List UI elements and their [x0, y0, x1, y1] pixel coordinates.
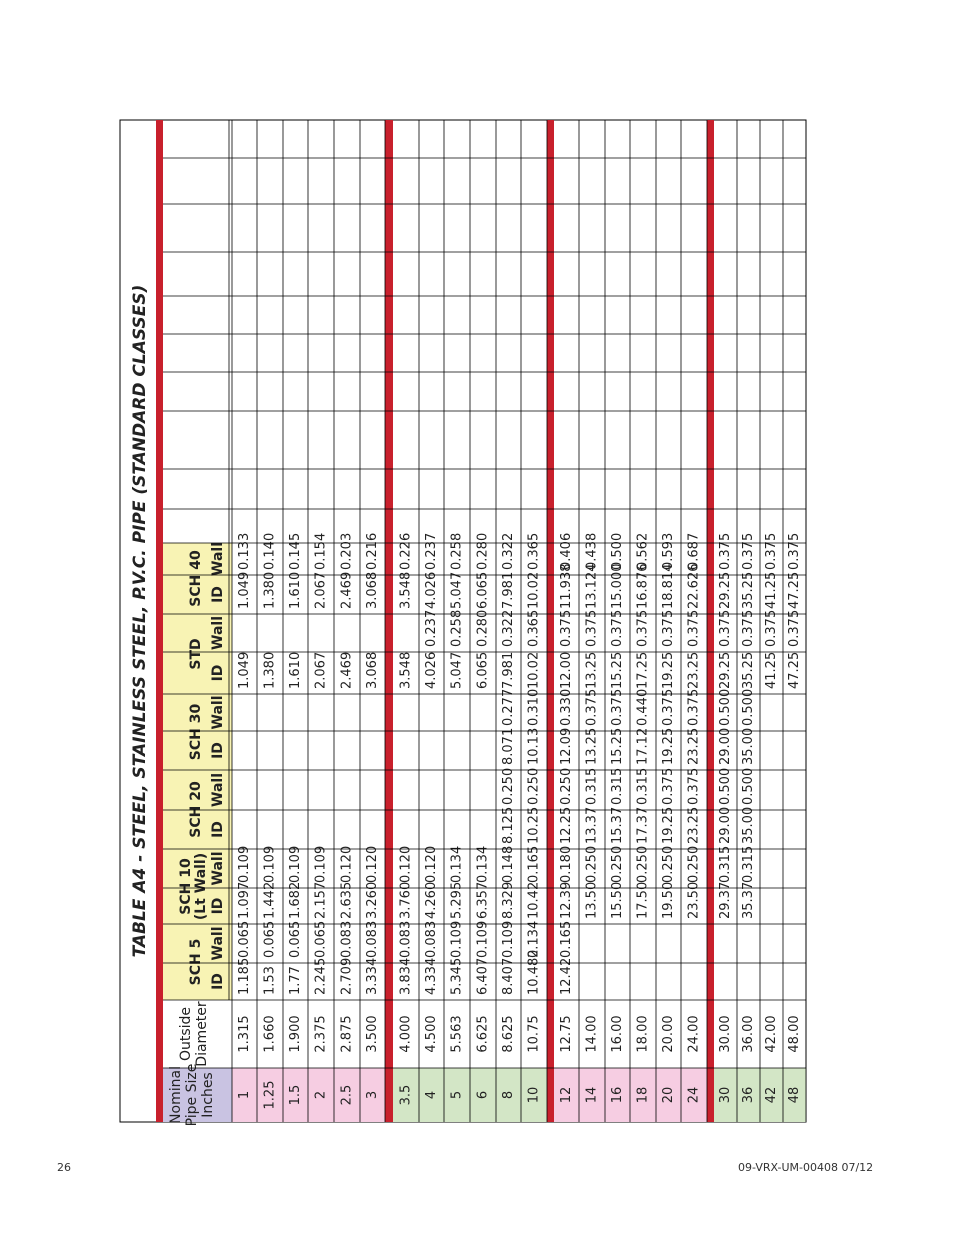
- table-cell: 0.375: [787, 532, 802, 570]
- nps-cell: 24: [686, 1086, 702, 1104]
- table-cell: 0.375: [610, 688, 625, 726]
- table-cell: 12.09: [559, 727, 574, 765]
- table-cell: 2.067: [313, 571, 329, 609]
- table-cell: 0.375: [584, 609, 600, 647]
- table-cell: 6.407: [475, 957, 491, 995]
- table-cell: 0.440: [635, 688, 651, 726]
- table-cell: 0.375: [718, 532, 733, 570]
- table-cell: 1.380: [262, 651, 278, 689]
- table-cell: 11.938: [559, 563, 574, 609]
- table-cell: 0.438: [584, 532, 600, 570]
- table-cell: 1.049: [237, 571, 252, 609]
- table-cell: 0.083: [424, 920, 439, 958]
- table-cell: 35.25: [741, 651, 756, 689]
- table-cell: 4.260: [424, 881, 439, 919]
- table-cell: 29.37: [718, 881, 733, 919]
- table-cell: 2.157: [313, 881, 329, 919]
- table-cell: 12.75: [559, 1015, 574, 1053]
- table-cell: 0.148: [501, 845, 516, 883]
- group-header-2: SCH 20: [188, 781, 204, 838]
- table-cell: 16.876: [635, 563, 651, 609]
- sub-header-wall: Wall: [210, 773, 226, 807]
- table-cell: 0.375: [686, 767, 702, 805]
- table-cell: 2.245: [313, 957, 329, 995]
- table-cell: 4.026: [424, 571, 439, 609]
- table-cell: 2.709: [339, 957, 355, 995]
- nps-cell: 20: [661, 1086, 676, 1104]
- nps-cell: 42: [764, 1086, 779, 1104]
- table-cell: 0.375: [661, 609, 676, 647]
- nps-cell: 3.5: [398, 1084, 414, 1106]
- table-cell: 0.250: [526, 767, 542, 805]
- table-cell: 5.047: [449, 571, 465, 609]
- sub-header-wall: Wall: [210, 926, 226, 961]
- nps-cell: 6: [475, 1090, 491, 1100]
- table-cell: 0.375: [584, 688, 600, 726]
- table-cell: 0.500: [718, 767, 733, 805]
- table-cell: 4.000: [398, 1015, 414, 1053]
- table-cell: 35.00: [741, 806, 756, 844]
- table-cell: 15.50: [610, 881, 625, 919]
- table-cell: 1.185: [237, 957, 252, 995]
- table-cell: 0.250: [635, 845, 651, 883]
- table-cell: 2.469: [339, 651, 355, 689]
- table-cell: 13.25: [584, 727, 600, 765]
- table-cell: 3.834: [398, 957, 414, 995]
- table-cell: 0.109: [288, 845, 303, 883]
- table-cell: 3.334: [365, 957, 380, 995]
- table-cell: 18.814: [661, 563, 676, 609]
- table-cell: 15.37: [610, 806, 625, 844]
- table-cell: 19.25: [661, 806, 676, 844]
- sub-header-wall: Wall: [210, 851, 226, 886]
- table-cell: 0.120: [365, 845, 380, 883]
- table-cell: 29.00: [718, 727, 733, 765]
- table-cell: 7.981: [501, 651, 516, 689]
- table-cell: 0.280: [475, 609, 491, 647]
- table-cell: 1.610: [288, 651, 303, 689]
- nps-cell: 1: [237, 1090, 252, 1100]
- table-cell: 23.25: [686, 806, 702, 844]
- table-cell: 0.109: [449, 920, 465, 958]
- sub-header-id: ID: [210, 973, 226, 990]
- table-cell: 0.250: [559, 767, 574, 805]
- sub-header-wall: Wall: [210, 616, 226, 650]
- table-cell: 0.250: [661, 845, 676, 883]
- table-cell: 0.330: [559, 688, 574, 726]
- table-cell: 15.000: [610, 563, 625, 609]
- table-cell: 8.125: [501, 806, 516, 844]
- table-cell: 0.180: [559, 845, 574, 883]
- table-cell: 3.068: [365, 651, 380, 689]
- table-cell: 3.500: [365, 1015, 380, 1053]
- table-cell: 0.250: [610, 845, 625, 883]
- sub-header-id: ID: [210, 586, 226, 603]
- table-cell: 35.37: [741, 881, 756, 919]
- title-separator: [156, 120, 163, 1122]
- table-cell: 0.375: [559, 609, 574, 647]
- group-header-3: SCH 30: [188, 703, 204, 761]
- nps-cell: 12: [559, 1086, 574, 1104]
- table-cell: 0.109: [262, 845, 278, 883]
- table-cell: 0.134: [526, 920, 542, 958]
- table-cell: 0.237: [424, 532, 439, 570]
- sub-header-id: ID: [210, 664, 226, 682]
- table-cell: 1.610: [288, 571, 303, 609]
- table-cell: 10.02: [526, 651, 542, 689]
- nps-header-line: Nominal: [168, 1066, 184, 1124]
- table-cell: 42.00: [764, 1015, 779, 1053]
- table-cell: 0.500: [718, 688, 733, 726]
- table-cell: 10.25: [526, 806, 542, 844]
- table-cell: 0.375: [635, 609, 651, 647]
- nps-cell: 48: [787, 1086, 802, 1104]
- od-header-line: Outside: [178, 1006, 194, 1062]
- table-cell: 12.42: [559, 957, 574, 995]
- sub-header-wall: Wall: [210, 695, 226, 730]
- table-cell: 2.875: [339, 1015, 355, 1053]
- table-cell: 10.13: [526, 727, 542, 765]
- table-cell: 0.083: [365, 920, 380, 958]
- table-cell: 0.109: [313, 845, 329, 883]
- table-cell: 0.065: [313, 920, 329, 958]
- table-cell: 3.548: [398, 651, 414, 689]
- group-separator-2: [707, 120, 714, 1122]
- table-cell: 0.065: [288, 920, 303, 958]
- table-cell: 0.375: [764, 532, 779, 570]
- table-cell: 8.625: [501, 1015, 516, 1053]
- table-cell: 0.322: [501, 532, 516, 570]
- table-cell: 18.00: [635, 1015, 651, 1053]
- table-cell: 6.625: [475, 1015, 491, 1053]
- table-cell: 0.083: [339, 920, 355, 958]
- table-cell: 0.120: [339, 845, 355, 883]
- nps-header-line: Inches: [200, 1072, 216, 1118]
- table-cell: 0.375: [661, 688, 676, 726]
- sub-header-id: ID: [210, 742, 226, 759]
- table-cell: 10.482: [526, 949, 542, 995]
- group-header-0: SCH 5: [188, 938, 204, 986]
- table-cell: 4.026: [424, 651, 439, 689]
- table-cell: 6.065: [475, 571, 491, 609]
- table-cell: 0.500: [741, 688, 756, 726]
- nps-cell: 30: [718, 1086, 733, 1104]
- table-cell: 0.226: [398, 532, 414, 570]
- nps-cell: 14: [584, 1086, 600, 1104]
- table-cell: 8.329: [501, 881, 516, 919]
- table-cell: 0.165: [526, 845, 542, 883]
- table-cell: 23.25: [686, 727, 702, 765]
- table-cell: 10.02: [526, 571, 542, 609]
- table-cell: 0.375: [741, 532, 756, 570]
- table-cell: 0.365: [526, 609, 542, 647]
- table-cell: 0.562: [635, 532, 651, 570]
- table-cell: 19.25: [661, 727, 676, 765]
- table-cell: 0.065: [237, 920, 252, 958]
- table-cell: 0.280: [475, 532, 491, 570]
- nps-cell: 8: [501, 1090, 516, 1100]
- table-cell: 12.00: [559, 651, 574, 689]
- table-cell: 24.00: [686, 1015, 702, 1053]
- table-cell: 0.315: [610, 767, 625, 805]
- nps-header-line: Pipe Size: [184, 1063, 200, 1127]
- table-cell: 29.25: [718, 571, 733, 609]
- table-cell: 0.120: [424, 845, 439, 883]
- table-cell: 17.12: [635, 727, 651, 765]
- table-cell: 35.25: [741, 571, 756, 609]
- table-cell: 2.635: [339, 881, 355, 919]
- table-cell: 36.00: [741, 1015, 756, 1053]
- table-cell: 0.140: [262, 532, 278, 570]
- table-cell: 0.165: [559, 920, 574, 958]
- table-cell: 1.380: [262, 571, 278, 609]
- table-cell: 10.42: [526, 881, 542, 919]
- table-cell: 23.25: [686, 651, 702, 689]
- nps-cell: 1.5: [288, 1084, 303, 1106]
- table-cell: 0.375: [764, 609, 779, 647]
- table-cell: 14.00: [584, 1015, 600, 1053]
- table-cell: 0.315: [584, 767, 600, 805]
- table-cell: 13.37: [584, 806, 600, 844]
- table-cell: 0.375: [610, 609, 625, 647]
- table-cell: 0.120: [398, 845, 414, 883]
- table-cell: 0.365: [526, 532, 542, 570]
- table-cell: 0.277: [501, 688, 516, 726]
- table-cell: 3.068: [365, 571, 380, 609]
- nps-cell: 10: [526, 1086, 542, 1104]
- table-cell: 0.375: [741, 609, 756, 647]
- table-cell: 7.981: [501, 571, 516, 609]
- table-cell: 17.25: [635, 651, 651, 689]
- table-cell: 0.216: [365, 532, 380, 570]
- table-cell: 0.134: [475, 845, 491, 883]
- table-cell: 0.065: [262, 920, 278, 958]
- table-cell: 12.39: [559, 881, 574, 919]
- table-cell: 1.442: [262, 881, 278, 919]
- table-cell: 47.25: [787, 571, 802, 609]
- table-cell: 0.593: [661, 532, 676, 570]
- table-cell: 15.25: [610, 727, 625, 765]
- nps-cell: 16: [610, 1086, 625, 1104]
- table-cell: 41.25: [764, 571, 779, 609]
- table-cell: 29.00: [718, 806, 733, 844]
- table-cell: 0.083: [398, 920, 414, 958]
- nps-cell: 4: [424, 1090, 439, 1100]
- table-cell: 48.00: [787, 1015, 802, 1053]
- table-cell: 5.295: [449, 881, 465, 919]
- table-cell: 0.375: [787, 609, 802, 647]
- table-cell: 0.154: [313, 532, 329, 570]
- table-cell: 0.375: [686, 688, 702, 726]
- table-cell: 1.900: [288, 1015, 303, 1053]
- sub-header-wall: Wall: [210, 542, 226, 576]
- table-cell: 41.25: [764, 651, 779, 689]
- table-cell: 6.065: [475, 651, 491, 689]
- nps-cell: 3: [365, 1090, 380, 1100]
- table-cell: 0.315: [635, 767, 651, 805]
- table-cell: 0.500: [610, 532, 625, 570]
- group-header-4: STD: [188, 638, 204, 670]
- table-cell: 0.315: [718, 845, 733, 883]
- od-header-line: Diameter: [194, 1001, 210, 1067]
- table-cell: 2.469: [339, 571, 355, 609]
- table-cell: 0.322: [501, 609, 516, 647]
- nps-cell: 36: [741, 1086, 756, 1104]
- table-cell: 13.25: [584, 651, 600, 689]
- table-cell: 5.345: [449, 957, 465, 995]
- group-header-5: SCH 40: [188, 550, 204, 607]
- table-cell: 19.50: [661, 881, 676, 919]
- table-cell: 17.37: [635, 806, 651, 844]
- table-cell: 6.357: [475, 881, 491, 919]
- table-cell: 0.203: [339, 532, 355, 570]
- nps-cell: 1.25: [262, 1080, 278, 1110]
- table-cell: 1.049: [237, 651, 252, 689]
- table-cell: 0.145: [288, 532, 303, 570]
- table-cell: 8.407: [501, 957, 516, 995]
- table-cell: 0.406: [559, 532, 574, 570]
- nps-cell: 5: [449, 1090, 465, 1100]
- table-cell: 1.682: [288, 881, 303, 919]
- group-header-1: (Lt Wall): [193, 852, 209, 921]
- nps-cell: 2.5: [339, 1084, 355, 1106]
- table-cell: 0.310: [526, 688, 542, 726]
- nps-cell: 18: [635, 1086, 651, 1104]
- table-cell: 5.563: [449, 1015, 465, 1053]
- table-cell: 16.00: [610, 1015, 625, 1053]
- table-cell: 0.258: [449, 609, 465, 647]
- table-cell: 0.375: [718, 609, 733, 647]
- group-separator-0: [385, 120, 393, 1122]
- table-cell: 0.687: [686, 532, 702, 570]
- table-cell: 1.77: [288, 966, 303, 995]
- table-cell: 19.25: [661, 651, 676, 689]
- table-cell: 22.626: [686, 563, 702, 609]
- table-cell: 29.25: [718, 651, 733, 689]
- nps-cell: 2: [313, 1090, 329, 1100]
- table-cell: 0.375: [661, 767, 676, 805]
- table-cell: 3.548: [398, 571, 414, 609]
- table-cell: 0.250: [686, 845, 702, 883]
- table-cell: 4.334: [424, 957, 439, 995]
- table-cell: 0.134: [449, 845, 465, 883]
- table-cell: 13.50: [584, 881, 600, 919]
- table-cell: 1.53: [262, 966, 278, 995]
- table-cell: 0.375: [686, 609, 702, 647]
- table-cell: 0.250: [501, 767, 516, 805]
- table-cell: 10.75: [526, 1015, 542, 1053]
- table-cell: 5.047: [449, 651, 465, 689]
- table-cell: 3.760: [398, 881, 414, 919]
- table-cell: 8.071: [501, 727, 516, 765]
- table-cell: 3.260: [365, 881, 380, 919]
- table-cell: 35.00: [741, 727, 756, 765]
- page-number: 26: [57, 1161, 71, 1174]
- table-cell: 17.50: [635, 881, 651, 919]
- table-cell: 0.109: [501, 920, 516, 958]
- table-cell: 47.25: [787, 651, 802, 689]
- table-cell: 23.50: [686, 881, 702, 919]
- table-cell: 2.375: [313, 1015, 329, 1053]
- document-code: 09-VRX-UM-00408 07/12: [738, 1161, 874, 1174]
- group-header-1: SCH 10: [178, 858, 194, 915]
- table-cell: 1.315: [237, 1015, 252, 1053]
- group-separator-1: [547, 120, 554, 1122]
- table-cell: 0.109: [475, 920, 491, 958]
- table-cell: 0.500: [741, 767, 756, 805]
- table-cell: 15.25: [610, 651, 625, 689]
- table-cell: 12.25: [559, 806, 574, 844]
- table-cell: 2.067: [313, 651, 329, 689]
- table-cell: 0.315: [741, 845, 756, 883]
- table-cell: 4.500: [424, 1015, 439, 1053]
- sub-header-id: ID: [210, 821, 226, 838]
- table-cell: 20.00: [661, 1015, 676, 1053]
- table-cell: 13.124: [584, 563, 600, 609]
- table-cell: 0.133: [237, 532, 252, 570]
- table-title: TABLE A4 - STEEL, STAINLESS STEEL, P.V.C. PIPE (STANDARD CLASSES): [130, 284, 150, 958]
- table-cell: 0.237: [424, 609, 439, 647]
- table-cell: 1.097: [237, 881, 252, 919]
- table-cell: 0.258: [449, 532, 465, 570]
- table-cell: 30.00: [718, 1015, 733, 1053]
- sub-header-id: ID: [210, 897, 226, 915]
- table-cell: 0.250: [584, 845, 600, 883]
- table-cell: 1.660: [262, 1015, 278, 1053]
- table-cell: 0.109: [237, 845, 252, 883]
